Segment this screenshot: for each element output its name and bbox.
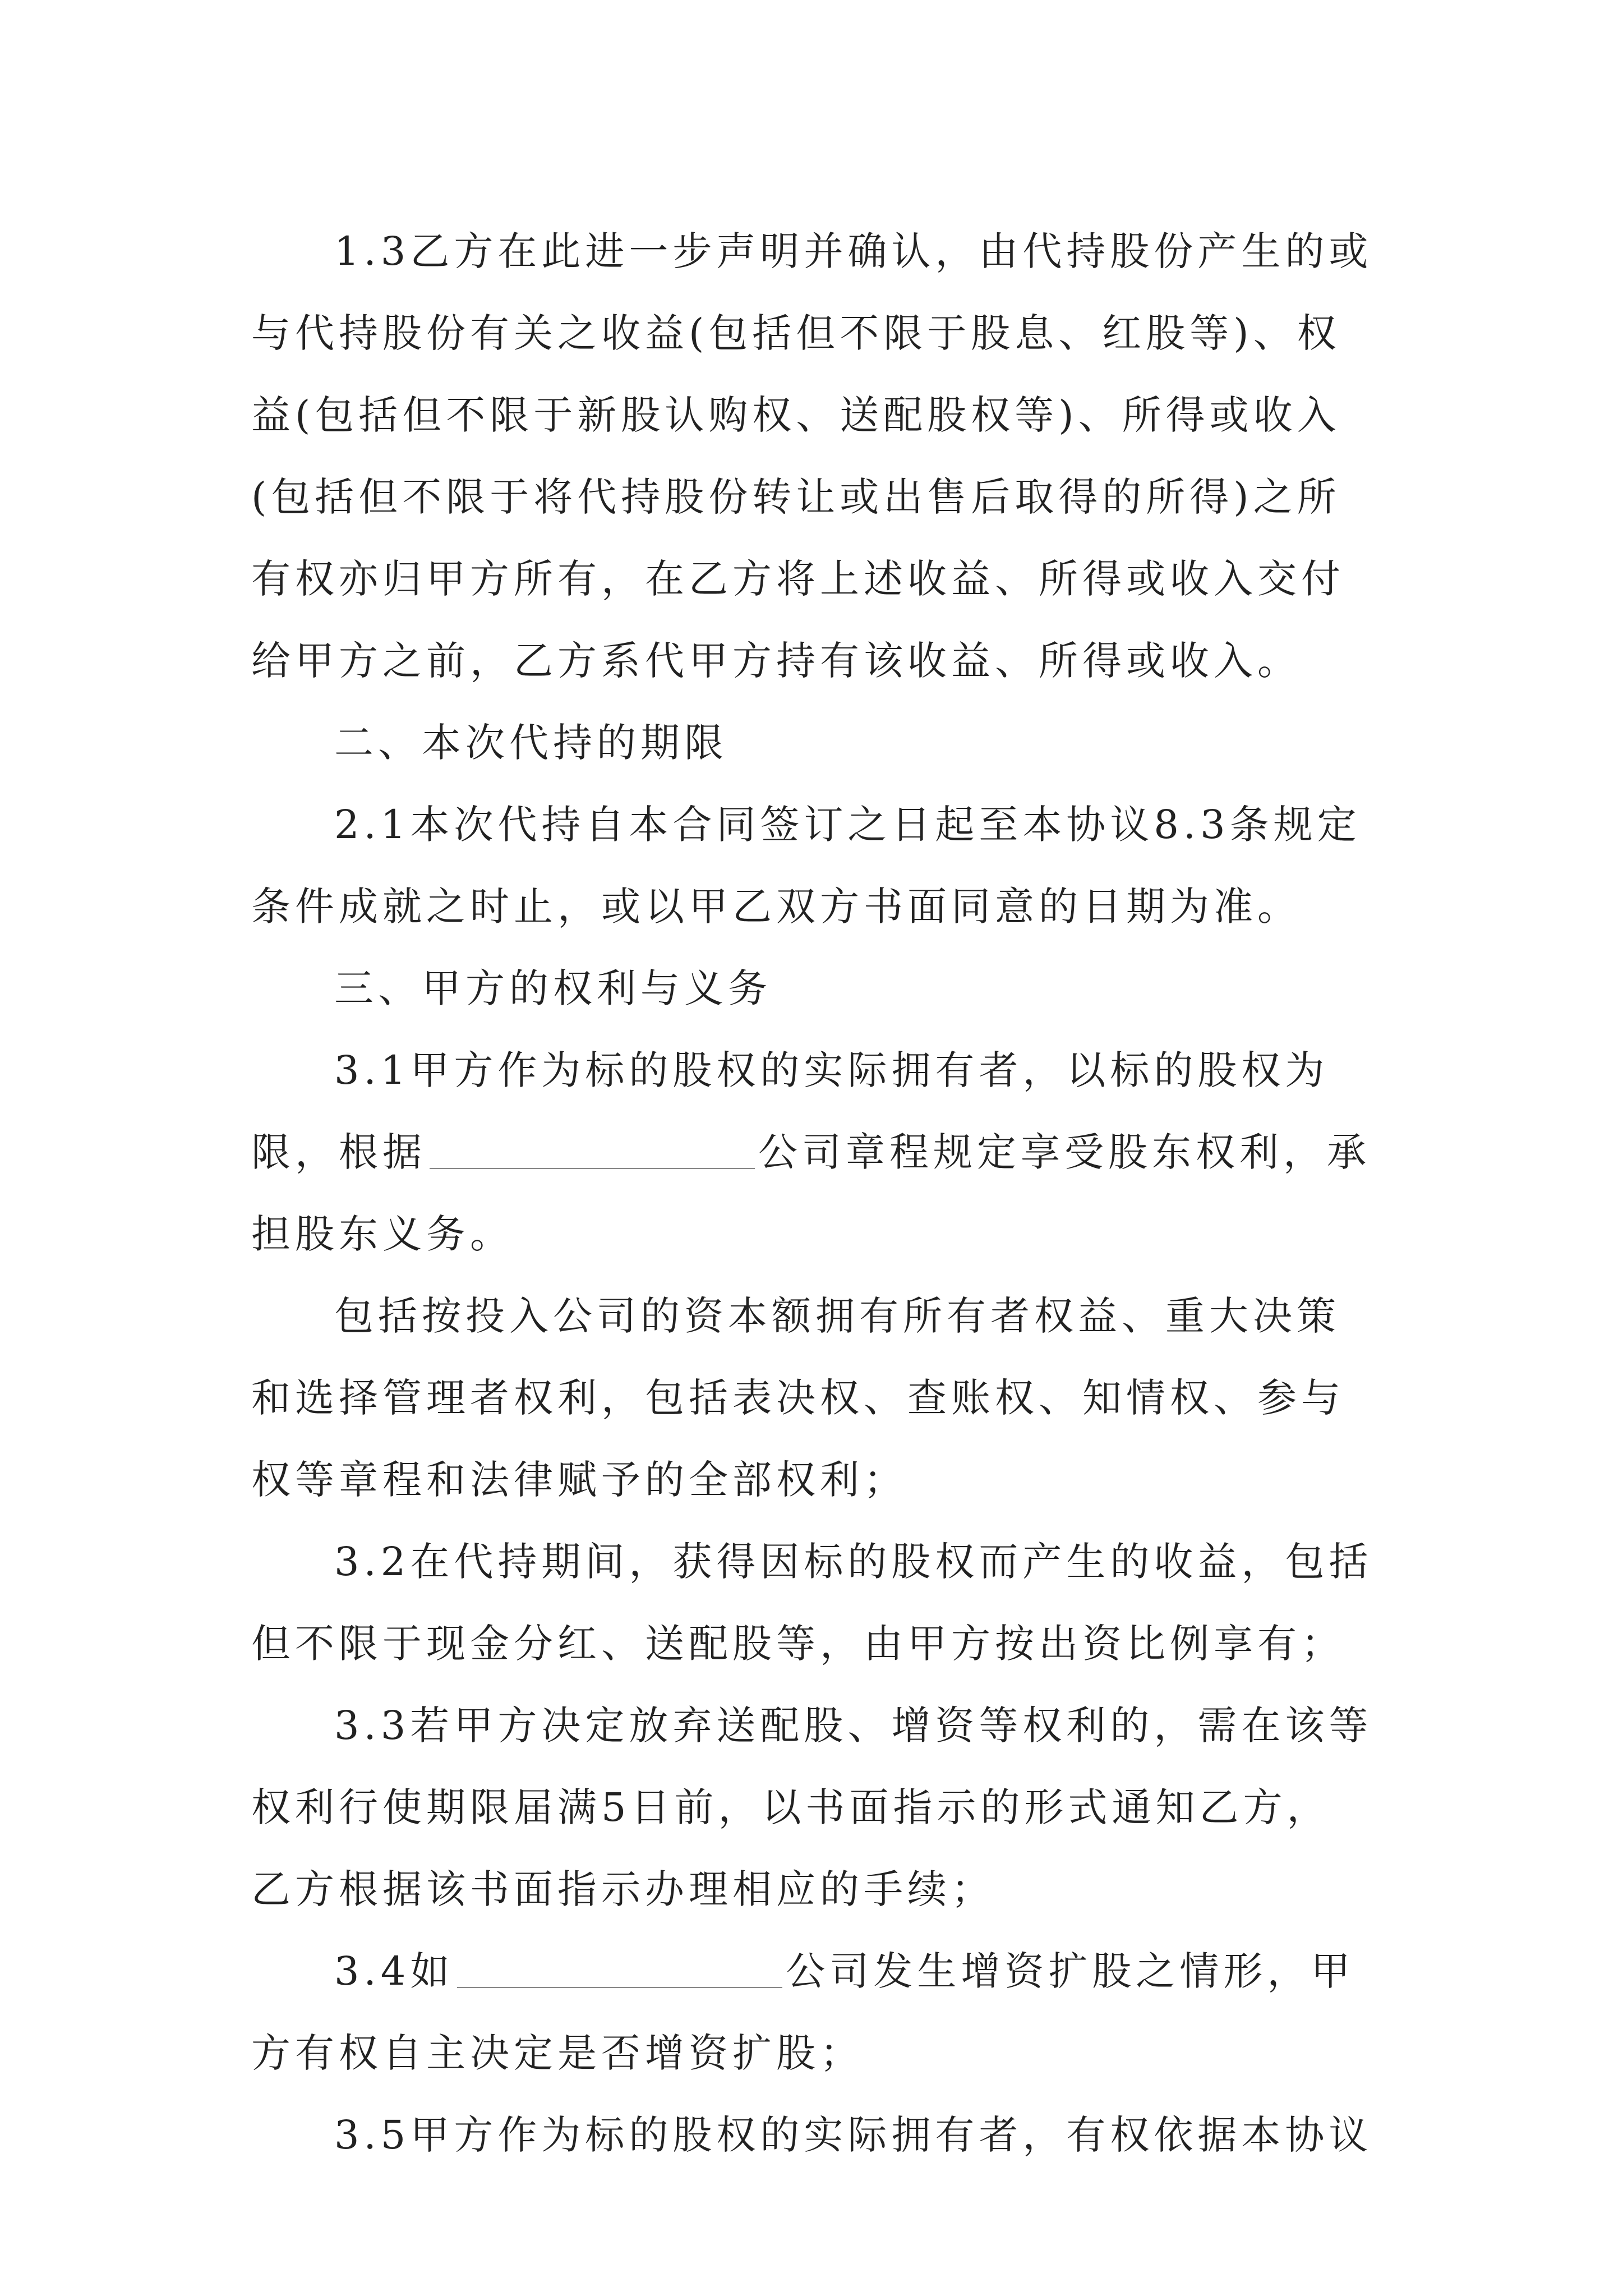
clause-1-3: 1.3乙方在此进一步声明并确认，由代持股份产生的或与代持股份有关之收益(包括但不限于股息、红股等)、权益(包括但不限于新股认购权、送配股权等)、所得或收入(包括但不限于将代持股份转让或出售后取得的所得)之所有权亦归甲方所有，在乙方将上述收益、所得或收入交付给甲方之前，乙方系代甲方持有该收益、所得或收入。: [251, 228, 1373, 684]
clause-3-1: [251, 1029, 1373, 1275]
clause-3-1-rights-detail: 包括按投入公司的资本额拥有所有者权益、重大决策和选择管理者权利，包括表决权、查账权、知情权、参与权等章程和法律赋予的全部权利；: [251, 1293, 1345, 1503]
clause-2-1: 2.1本次代持自本合同签订之日起至本协议8.3条规定条件成就之时止，或以甲乙双方书面同意的日期为准。: [251, 802, 1361, 930]
section-heading-3: 三、甲方的权利与义务: [334, 965, 772, 1011]
document-body: [251, 210, 1373, 2176]
clause-3-3: 3.3若甲方决定放弃送配股、增资等权利的，需在该等权利行使期限届满5日前，以书面指示的形式通知乙方，乙方根据该书面指示办理相应的手续；: [251, 1703, 1373, 1912]
clause-3-5: 3.5甲方作为标的股权的实际拥有者，有权依据本协议: [334, 2112, 1373, 2158]
section-heading-2: 二、本次代持的期限: [334, 720, 728, 766]
clause-3-1-text-after: 公司章程规定享受股东权利，承担股东义务。: [251, 1129, 1371, 1257]
company-name-blank-line: [430, 1168, 755, 1169]
clause-3-4-text-before: 3.4如: [334, 1948, 454, 1994]
clause-3-2: 3.2在代持期间，获得因标的股权而产生的收益，包括但不限于现金分红、送配股等，由甲方按出资比例享有；: [251, 1539, 1373, 1667]
company-name-blank-line: [457, 1987, 782, 1988]
clause-3-4: [251, 1930, 1373, 2094]
clause-3-4-text-after: 公司发生增资扩股之情形，甲方有权自主决定是否增资扩股；: [251, 1948, 1355, 2076]
clause-3-1-text-before: 3.1甲方作为标的股权的实际拥有者，以标的股权为限，根据: [251, 1047, 1329, 1175]
